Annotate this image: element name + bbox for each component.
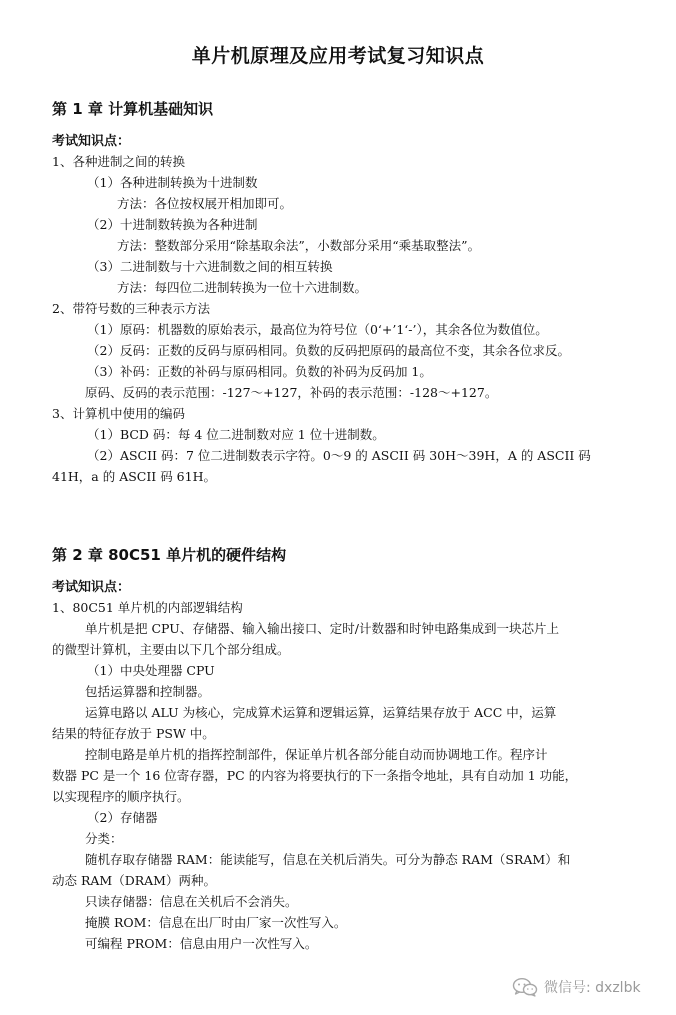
ch2-paragraph: 动态 RAM（DRAM）两种。 xyxy=(52,873,216,888)
ch1-range-note: 原码、反码的表示范围：-127～+127，补码的表示范围：-128～+127。 xyxy=(85,385,498,400)
chapter-2-heading: 第 2 章 80C51 单片机的硬件结构 xyxy=(52,546,287,564)
ch2-paragraph: 随机存取存储器 RAM：能读能写，信息在关机后消失。可分为静态 RAM（SRAM）和 xyxy=(85,852,571,867)
wechat-bubble-icon xyxy=(512,977,538,997)
ch1-item: （1）各种进制转换为十进制数 xyxy=(87,175,258,190)
ch1-item-continued: 41H，a 的 ASCII 码 61H。 xyxy=(52,469,216,484)
ch1-item: （2）反码：正数的反码与原码相同。负数的反码把原码的最高位不变，其余各位求反。 xyxy=(87,343,570,358)
ch2-paragraph: 控制电路是单片机的指挥控制部件，保证单片机各部分能自动而协调地工作。程序计 xyxy=(85,747,548,762)
ch1-method: 方法：每四位二进制转换为一位十六进制数。 xyxy=(117,280,368,295)
ch1-method: 方法：整数部分采用“除基取余法”，小数部分采用“乘基取整法”。 xyxy=(117,238,481,253)
ch2-paragraph: 掩膜 ROM：信息在出厂时由厂家一次性写入。 xyxy=(85,915,347,930)
ch1-method: 方法：各位按权展开相加即可。 xyxy=(117,196,293,211)
ch2-paragraph: 可编程 PROM：信息由用户一次性写入。 xyxy=(85,936,318,951)
ch2-paragraph: 以实现程序的顺序执行。 xyxy=(52,789,190,804)
ch2-item: （2）存储器 xyxy=(87,810,158,825)
ch1-item: （3）二进制数与十六进制数之间的相互转换 xyxy=(87,259,333,274)
ch2-paragraph: 数器 PC 是一个 16 位寄存器，PC 的内容为将要执行的下一条指令地址，具有自动加 1 功能， xyxy=(52,768,578,783)
wechat-watermark xyxy=(512,976,641,998)
ch1-item: （3）补码：正数的补码与原码相同。负数的补码为反码加 1。 xyxy=(87,364,432,379)
ch2-section-1: 1、80C51 单片机的内部逻辑结构 xyxy=(52,600,243,615)
ch2-paragraph: 的微型计算机，主要由以下几个部分组成。 xyxy=(52,642,290,657)
watermark-text: 微信号: dxzlbk xyxy=(544,980,641,996)
ch2-paragraph: 包括运算器和控制器。 xyxy=(85,684,211,699)
chapter-1-points-label: 考试知识点： xyxy=(52,134,131,149)
chapter-2-points-label: 考试知识点： xyxy=(52,580,131,595)
ch2-item: （1）中央处理器 CPU xyxy=(87,663,215,678)
ch1-item: （1）原码：机器数的原始表示，最高位为符号位（0‘+’1‘-’），其余各位为数值位。 xyxy=(87,322,548,337)
ch1-section-2: 2、带符号数的三种表示方法 xyxy=(52,301,210,316)
ch2-paragraph: 结果的特征存放于 PSW 中。 xyxy=(52,726,215,741)
ch1-section-1: 1、各种进制之间的转换 xyxy=(52,154,185,169)
ch1-section-3: 3、计算机中使用的编码 xyxy=(52,406,185,421)
chapter-1-heading: 第 1 章 计算机基础知识 xyxy=(52,100,214,118)
ch2-paragraph: 运算电路以 ALU 为核心，完成算术运算和逻辑运算，运算结果存放于 ACC 中，运算 xyxy=(85,705,557,720)
ch1-item: （2）ASCII 码：7 位二进制数表示字符。0～9 的 ASCII 码 30H～39H，A 的 ASCII 码 xyxy=(87,448,591,463)
ch2-paragraph: 单片机是把 CPU、存储器、输入输出接口、定时/计数器和时钟电路集成到一块芯片上 xyxy=(85,621,559,636)
document-title: 单片机原理及应用考试复习知识点 xyxy=(191,45,485,67)
ch2-paragraph: 只读存储器：信息在关机后不会消失。 xyxy=(85,894,298,909)
ch1-item: （2）十进制数转换为各种进制 xyxy=(87,217,258,232)
ch2-paragraph: 分类： xyxy=(85,831,123,846)
ch1-item: （1）BCD 码：每 4 位二进制数对应 1 位十进制数。 xyxy=(87,427,385,442)
